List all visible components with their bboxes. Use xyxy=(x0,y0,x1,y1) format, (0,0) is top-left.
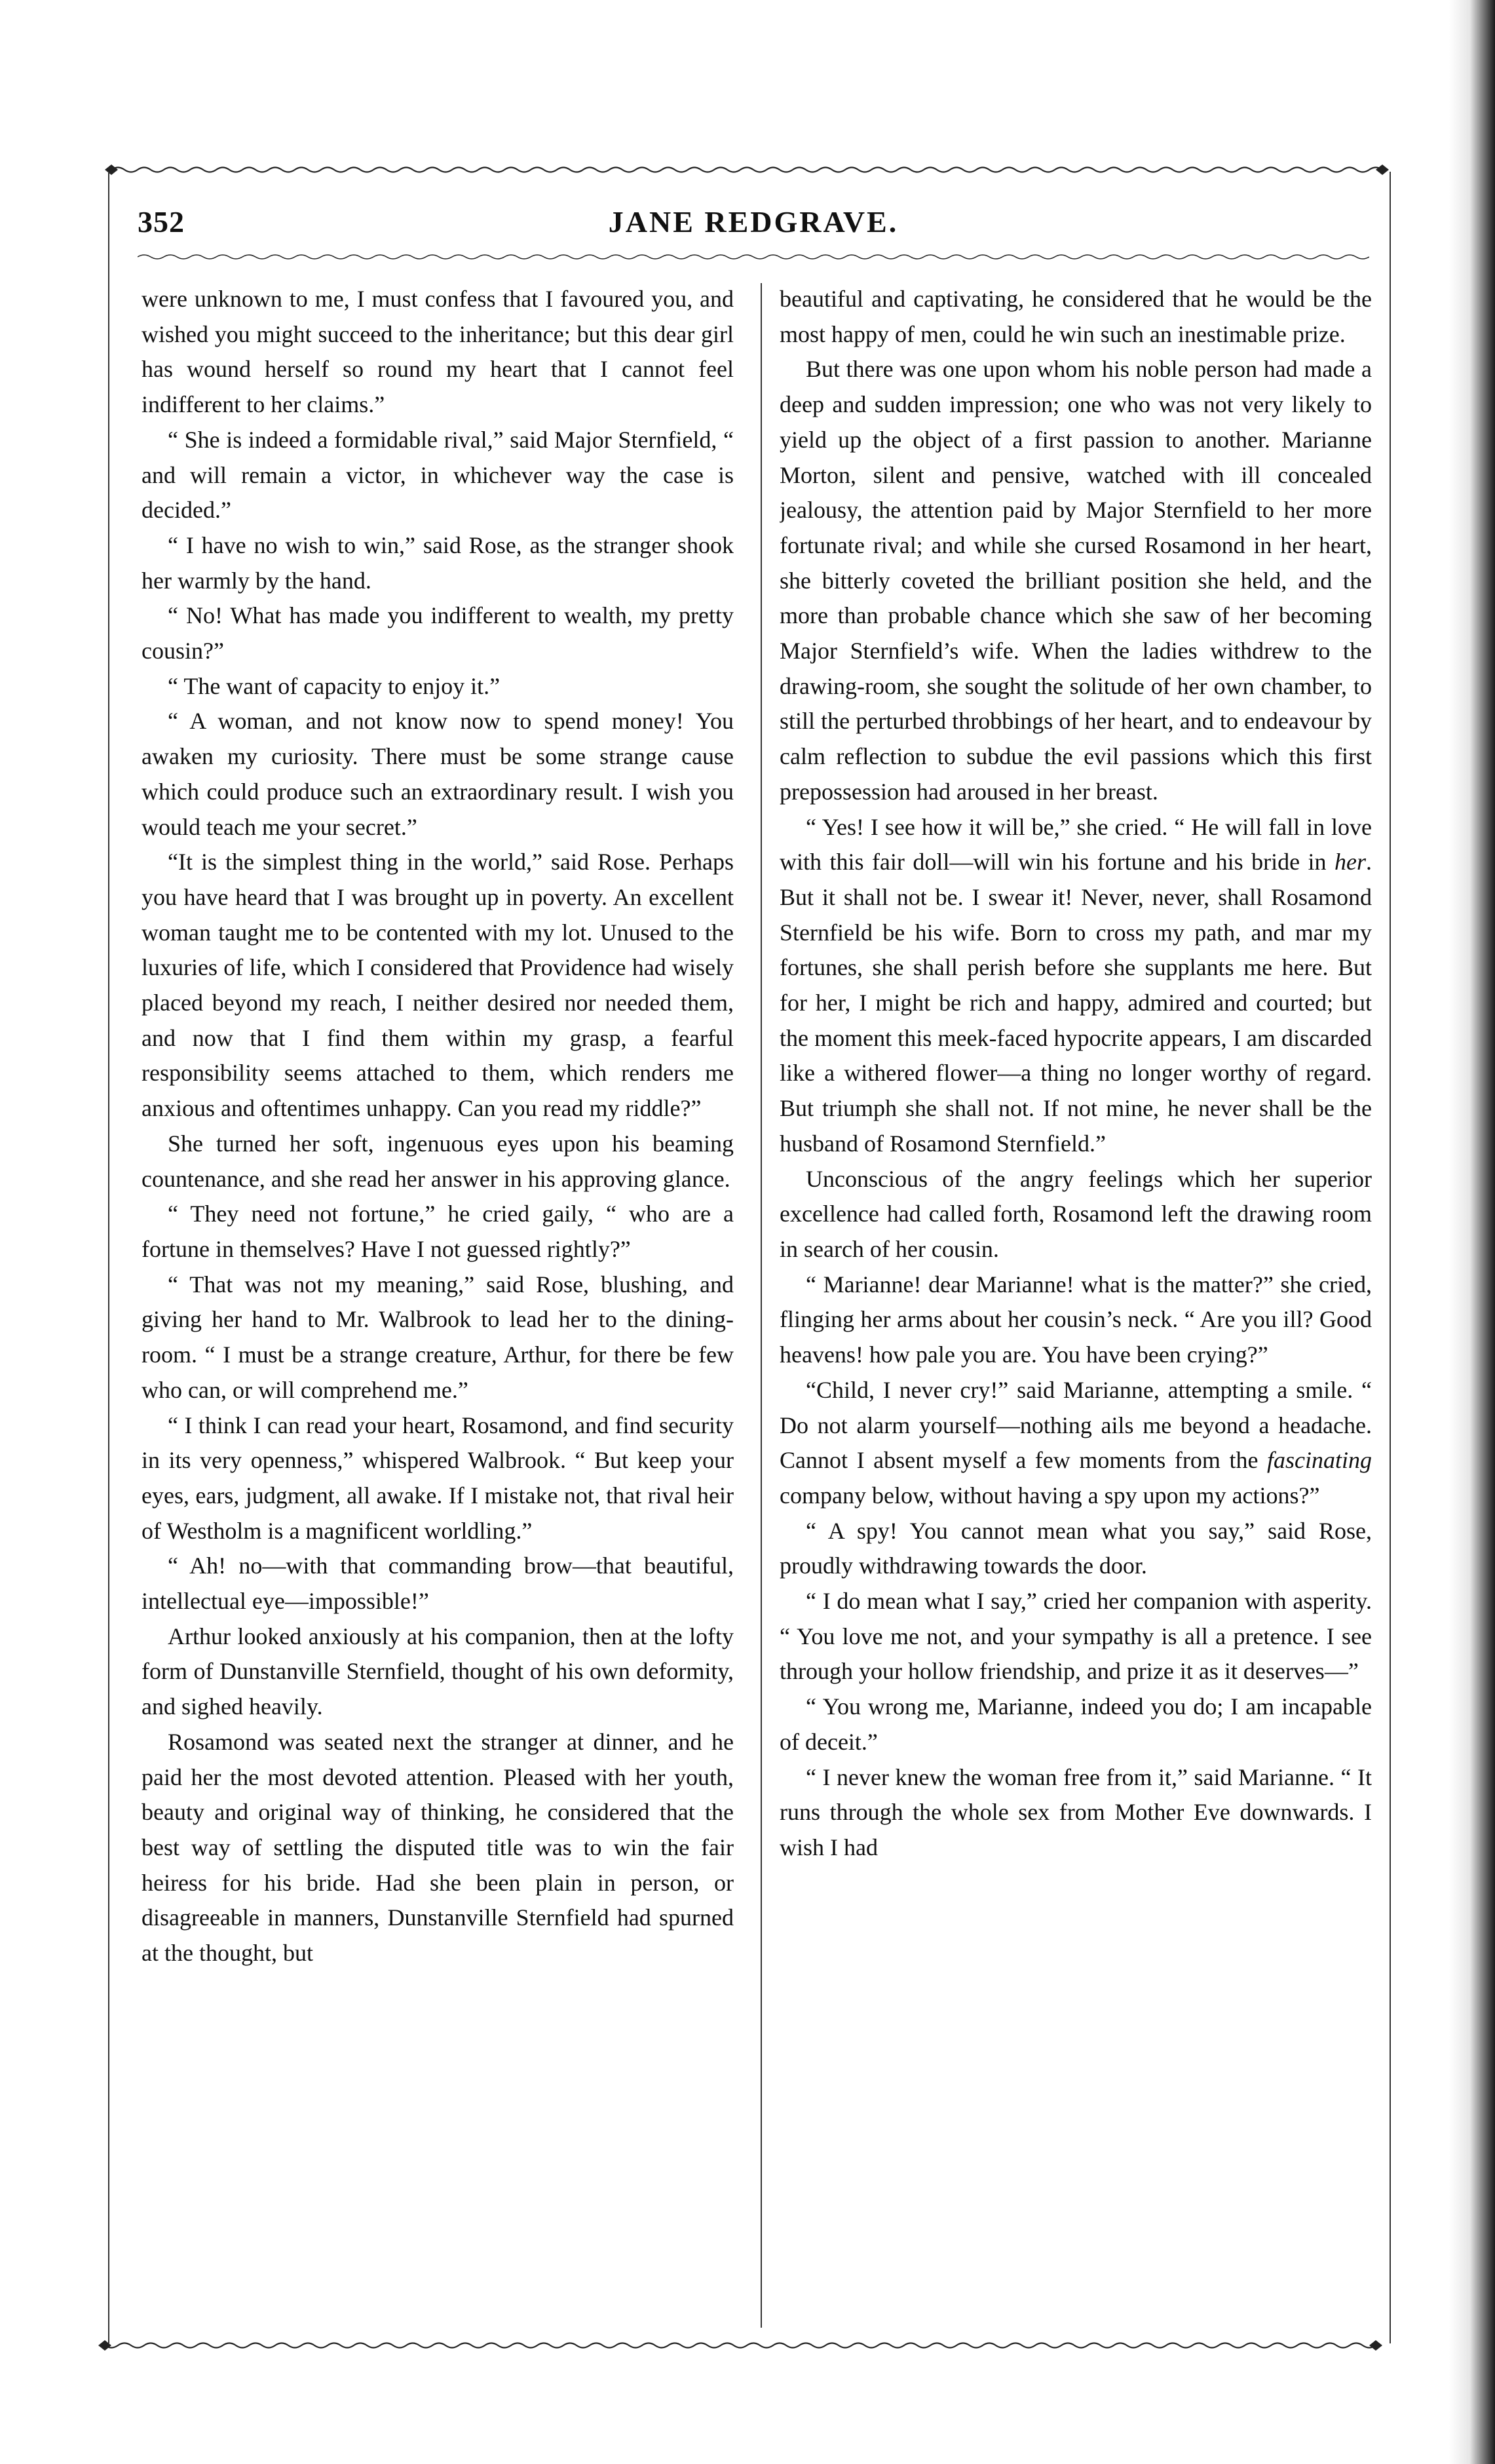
paragraph-text: “ Yes! I see how it will be,” she cried. “ He will fall in love with this fair doll—will win his fortune and his bride in xyxy=(780,813,1372,876)
paragraph-text-continued: . But it shall not be. I swear it! Never, never, shall Rosamond Sternfield be his wife. Born to cross my path, and mar my fortunes, she shall perish before she supplants me here. But for her, I might be rich and happy, admired and courted; but the moment this meek-faced hypocrite appears, I am discarded like a withered flower—a thing no longer worthy of regard. But triumph she shall not. If not mine, he never shall be the husband of Rosamond Sternfield.” xyxy=(780,849,1372,1157)
paragraph xyxy=(780,1584,1372,1689)
paragraph xyxy=(142,1126,734,1197)
paragraph-text: “ A spy! You cannot mean what you say,” said Rose, proudly withdrawing towards the door. xyxy=(780,1517,1372,1579)
running-title: JANE REDGRAVE. xyxy=(608,205,899,239)
paragraph-text: “ I think I can read your heart, Rosamond, and find security in its very openness,” whispered Walbrook. “ But keep your eyes, ears, judgment, all awake. If I mistake not, that rival heir of Westholm is a magnificent worldling.” xyxy=(142,1412,734,1544)
paragraph xyxy=(780,352,1372,809)
paragraph xyxy=(780,282,1372,352)
paragraph xyxy=(780,1689,1372,1760)
paragraph-text: “ She is indeed a formidable rival,” said Major Sternfield, “ and will remain a victor, in whichever way the case is decided.” xyxy=(142,426,734,524)
paragraph-text: “ The want of capacity to enjoy it.” xyxy=(168,672,501,699)
left-text-column xyxy=(142,282,734,2326)
page-number: 352 xyxy=(138,205,185,239)
paragraph xyxy=(142,528,734,598)
paragraph xyxy=(142,282,734,423)
emphasized-word: her xyxy=(1334,849,1366,876)
paragraph-text: “ They need not fortune,” he cried gaily, “ who are a fortune in themselves? Have I not guessed rightly?” xyxy=(142,1201,734,1262)
paragraph-text-continued: company below, without having a spy upon my actions?” xyxy=(780,1482,1320,1509)
page-binding-shadow xyxy=(1449,0,1495,2464)
paragraph-text: But there was one upon whom his noble person had made a deep and sudden impression; one who was not very likely to yield up the object of a first passion to another. Marianne Morton, silent and pensive, watched with ill concealed jealousy, the attention paid by Major Sternfield to her more fortunate rival; and while she cursed Rosamond in her heart, she bitterly coveted the brilliant position she held, and the more than probable chance which she saw of her becoming Major Sternfield’s wife. When the ladies withdrew to the drawing-room, she sought the solitude of her own chamber, to still the perturbed throbbings of her heart, and to endeavour by calm reflection to subdue the evil passions which this first prepossession had aroused in her breast. xyxy=(780,356,1372,805)
paragraph xyxy=(780,1373,1372,1514)
top-border-ornament xyxy=(105,163,1389,177)
paragraph xyxy=(142,1549,734,1619)
paragraph-text: Arthur looked anxiously at his companion, then at the lofty form of Dunstanville Sternfield, thought of his own deformity, and sighed heavily. xyxy=(142,1623,734,1720)
paragraph-text: “ I never knew the woman free from it,” said Marianne. “ It runs through the whole sex from Mother Eve downwards. I wish I had xyxy=(780,1763,1372,1860)
paragraph-text: Rosamond was seated next the stranger at dinner, and he paid her the most devoted attention. Pleased with her youth, beauty and original way of thinking, he considered that the best way of settling the disputed title was to win the fair heiress for his bride. Had she been plain in person, or disagreeable in manners, Dunstanville Sternfield had spurned at the thought, but xyxy=(142,1728,734,1967)
paragraph-text: Unconscious of the angry feelings which her superior excellence had called forth, Rosamond left the drawing room in search of her cousin. xyxy=(780,1165,1372,1262)
paragraph xyxy=(142,1725,734,1971)
paragraph xyxy=(142,1408,734,1549)
paragraph-text: “It is the simplest thing in the world,” said Rose. Perhaps you have heard that I was brought up in poverty. An excellent woman taught me to be contented with my lot. Unused to the luxuries of life, which I considered that Providence had wisely placed beyond my reach, I neither desired nor needed them, and now that I find them within my grasp, a fearful responsibility seems attached to them, which renders me anxious and oftentimes unhappy. Can you read my riddle?” xyxy=(142,849,734,1122)
paragraph-text: “ That was not my meaning,” said Rose, blushing, and giving her hand to Mr. Walbrook to lead her to the dining-room. “ I must be a strange creature, Arthur, for there be few who can, or will comprehend me.” xyxy=(142,1271,734,1403)
paragraph xyxy=(142,845,734,1126)
paragraph xyxy=(780,1162,1372,1267)
paragraph xyxy=(142,1619,734,1725)
right-border-line xyxy=(1389,172,1391,2343)
paragraph xyxy=(780,810,1372,1162)
paragraph xyxy=(780,1267,1372,1373)
paragraph-text: “ A woman, and not know now to spend money! You awaken my curiosity. There must be some strange cause which could produce such an extraordinary result. I wish you would teach me your secret.” xyxy=(142,708,734,840)
paragraph-text: “ I have no wish to win,” said Rose, as the stranger shook her warmly by the hand. xyxy=(142,531,734,594)
column-divider-rule xyxy=(761,283,762,2328)
paragraph-text: “ You wrong me, Marianne, indeed you do; I am incapable of deceit.” xyxy=(780,1693,1372,1755)
paragraph xyxy=(780,1514,1372,1584)
paragraph-text: “ I do mean what I say,” cried her companion with asperity. “ You love me not, and your sympathy is all a pretence. I see through your hollow friendship, and prize it as it deserves—” xyxy=(780,1588,1372,1685)
paragraph-text: “ Ah! no—with that commanding brow—that beautiful, intellectual eye—impossible!” xyxy=(142,1552,734,1615)
paragraph-text: were unknown to me, I must confess that I favoured you, and wished you might succeed to the inheritance; but this dear girl has wound herself so round my heart that I cannot feel indifferent to her claims.” xyxy=(142,286,734,418)
emphasized-word: fascinating xyxy=(1267,1447,1372,1474)
paragraph xyxy=(142,423,734,528)
paragraph-text: “ Marianne! dear Marianne! what is the matter?” she cried, flinging her arms about her cousin’s neck. “ Are you ill? Good heavens! how pale you are. You have been crying?” xyxy=(780,1271,1372,1368)
header-wavy-rule xyxy=(138,252,1369,262)
paragraph-text: “ No! What has made you indifferent to wealth, my pretty cousin?” xyxy=(142,602,734,664)
right-text-column xyxy=(780,282,1372,2326)
left-border-line xyxy=(107,172,110,2343)
bottom-border-ornament xyxy=(98,2338,1382,2353)
paragraph-text: She turned her soft, ingenuous eyes upon his beaming countenance, and she read her answer in his approving glance. xyxy=(142,1130,734,1192)
paragraph xyxy=(142,1267,734,1408)
running-header xyxy=(138,204,1369,244)
paragraph xyxy=(142,669,734,704)
paragraph xyxy=(142,1197,734,1267)
paragraph xyxy=(142,704,734,845)
paragraph xyxy=(780,1760,1372,1866)
paragraph-text: beautiful and captivating, he considered that he would be the most happy of men, could he win such an inestimable prize. xyxy=(780,286,1372,347)
paragraph-text: “Child, I never cry!” said Marianne, attempting a smile. “ Do not alarm yourself—nothing ails me beyond a headache. Cannot I absent myself a few moments from the xyxy=(780,1376,1372,1474)
paragraph xyxy=(142,598,734,668)
